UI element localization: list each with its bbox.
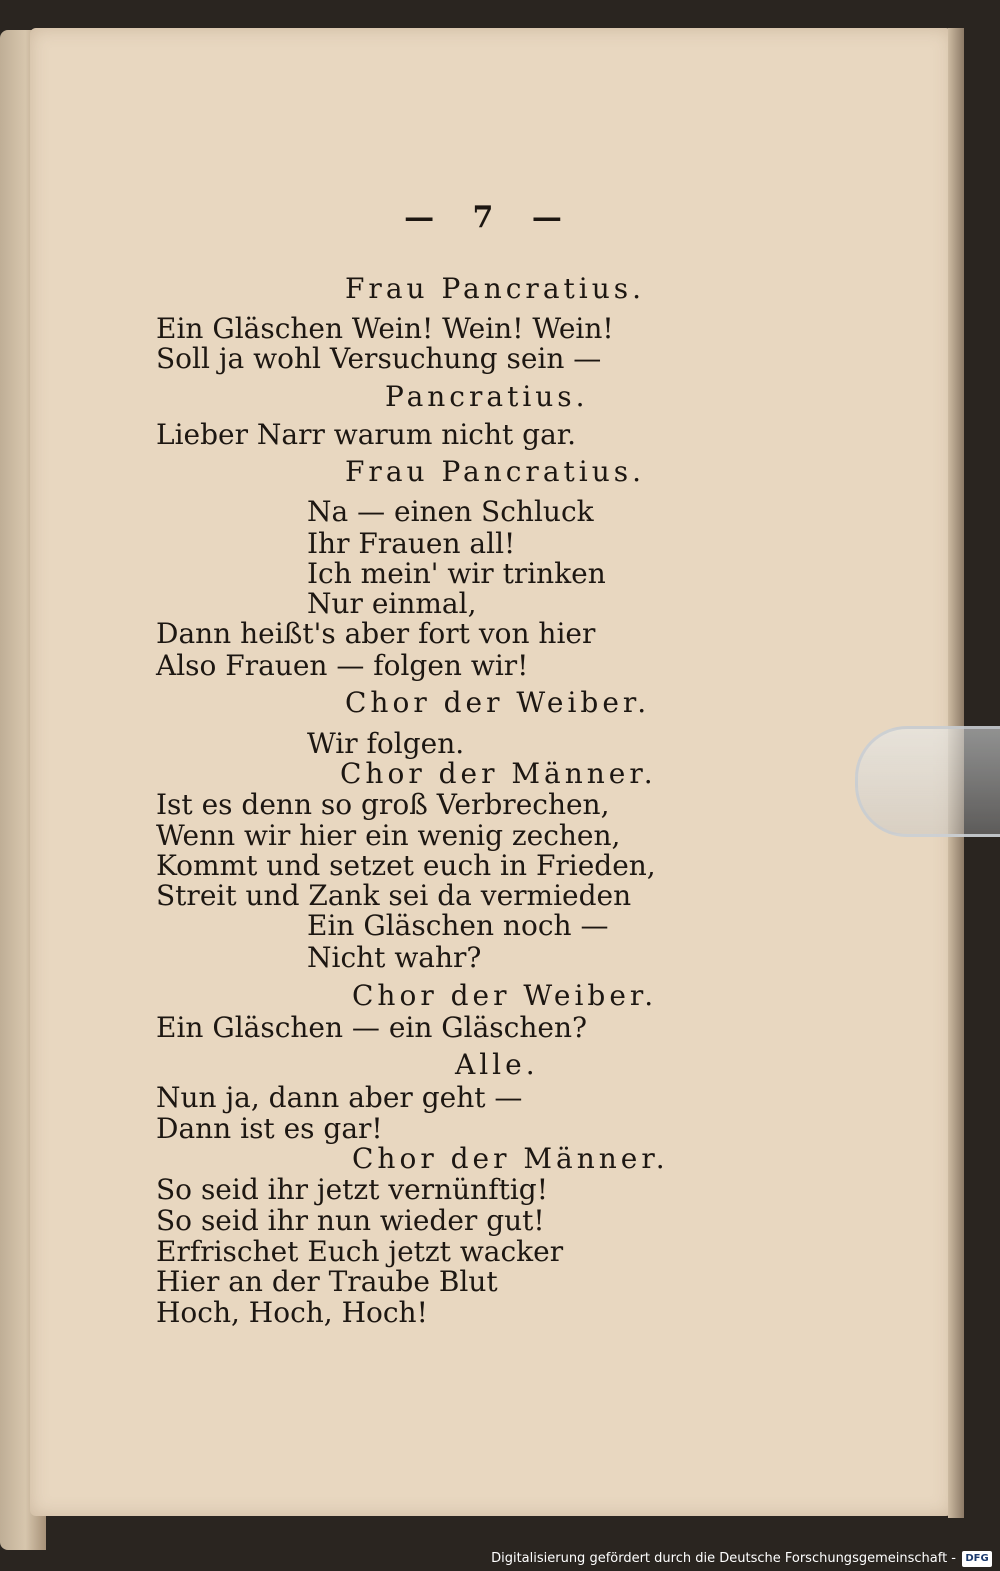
verse-line: Also Frauen — folgen wir! bbox=[156, 649, 529, 682]
verse-line: Hier an der Traube Blut bbox=[156, 1265, 498, 1298]
verse-line: So seid ihr jetzt vernünftig! bbox=[156, 1173, 548, 1206]
speaker-name: Frau Pancratius. bbox=[345, 272, 646, 305]
verse-line: Dann ist es gar! bbox=[156, 1112, 383, 1145]
digitization-credit: Digitalisierung gefördert durch die Deutsche Forschungsgemeinschaft - bbox=[491, 1551, 956, 1566]
speaker-name: Frau Pancratius. bbox=[345, 455, 646, 488]
verse-line: Ein Gläschen Wein! Wein! Wein! bbox=[156, 312, 614, 345]
verse-line: Soll ja wohl Versuchung sein — bbox=[156, 342, 602, 375]
speaker-name: Pancratius. bbox=[385, 380, 589, 413]
page-clip bbox=[855, 726, 1000, 837]
verse-line: Wenn wir hier ein wenig zechen, bbox=[156, 819, 621, 852]
verse-line: Wir folgen. bbox=[307, 727, 465, 760]
verse-line: Kommt und setzet euch in Frieden, bbox=[156, 849, 656, 882]
verse-line: Nur einmal, bbox=[307, 587, 477, 620]
speaker-name: Chor der Weiber. bbox=[352, 979, 658, 1012]
verse-line: Ist es denn so groß Verbrechen, bbox=[156, 788, 610, 821]
verse-line: Na — einen Schluck bbox=[307, 495, 594, 528]
verse-line: Erfrischet Euch jetzt wacker bbox=[156, 1235, 564, 1268]
speaker-name: Alle. bbox=[455, 1048, 539, 1081]
dfg-logo: DFG bbox=[962, 1551, 992, 1567]
verse-line: Lieber Narr warum nicht gar. bbox=[156, 418, 576, 451]
speaker-name: Chor der Weiber. bbox=[345, 686, 651, 719]
verse-line: Hoch, Hoch, Hoch! bbox=[156, 1296, 428, 1329]
verse-line: Ich mein' wir trinken bbox=[307, 557, 606, 590]
verse-line: So seid ihr nun wieder gut! bbox=[156, 1204, 545, 1237]
verse-line: Nicht wahr? bbox=[307, 941, 482, 974]
verse-line: Nun ja, dann aber geht — bbox=[156, 1081, 523, 1114]
verse-line: Ein Gläschen — ein Gläschen? bbox=[156, 1011, 588, 1044]
speaker-name: Chor der Männer. bbox=[352, 1142, 669, 1175]
speaker-name: Chor der Männer. bbox=[340, 757, 657, 790]
verse-line: Ein Gläschen noch — bbox=[307, 909, 609, 942]
verse-line: Ihr Frauen all! bbox=[307, 527, 516, 560]
verse-line: Streit und Zank sei da vermieden bbox=[156, 879, 632, 912]
page-number: — 7 — bbox=[404, 200, 576, 235]
verse-line: Dann heißt's aber fort von hier bbox=[156, 617, 596, 650]
